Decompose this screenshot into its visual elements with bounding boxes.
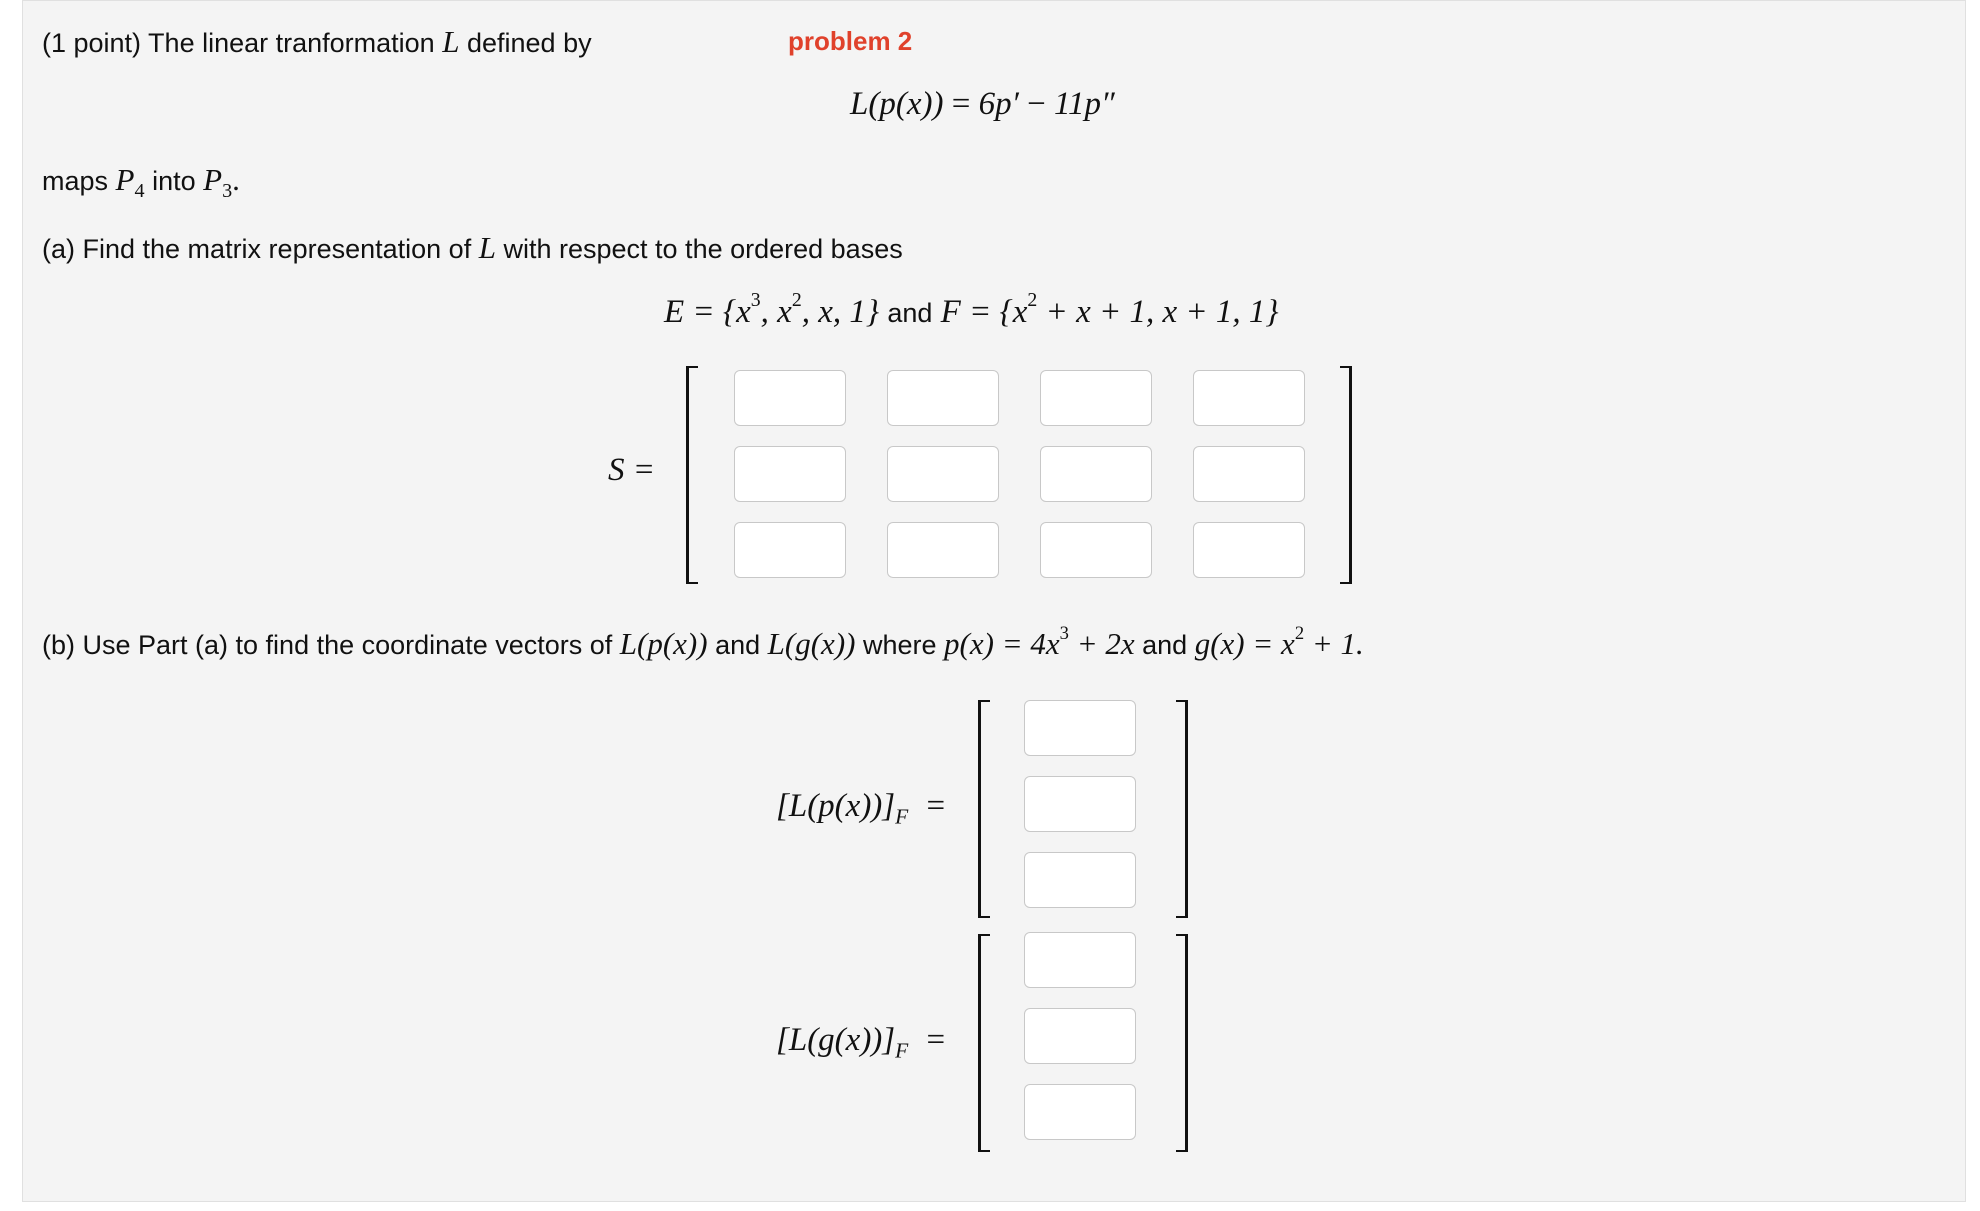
- part-b-Lp: L(p(x)): [619, 626, 708, 661]
- maps-word: maps: [42, 166, 109, 196]
- part-b-and-2: and: [1142, 630, 1188, 660]
- vector-p-right-bracket: [1176, 700, 1188, 918]
- vector-g-equals: =: [926, 1022, 946, 1058]
- part-b-Lg: L(g(x)): [767, 626, 856, 661]
- definition-term-2: 11p″: [1053, 86, 1115, 122]
- space-P3-sub: 3: [222, 180, 233, 203]
- vector-p-label-sub: F: [895, 804, 909, 829]
- vector-g-entry-2[interactable]: [1024, 1008, 1136, 1064]
- vector-g-entry-1[interactable]: [1024, 932, 1136, 988]
- transformation-definition: [850, 86, 1115, 123]
- intro-L: L: [442, 24, 460, 59]
- matrix-S-left-bracket: [686, 366, 698, 584]
- matrix-S-cell-r3-c1[interactable]: [734, 522, 846, 578]
- space-P4: P: [115, 162, 135, 197]
- matrix-S-cell-r2-c1[interactable]: [734, 446, 846, 502]
- part-b-and-1: and: [715, 630, 761, 660]
- maps-statement: [42, 162, 240, 203]
- vector-g-entry-3[interactable]: [1024, 1084, 1136, 1140]
- matrix-S-label: S =: [608, 452, 656, 488]
- problem-panel: [22, 0, 1966, 1202]
- vector-p-entry-1[interactable]: [1024, 700, 1136, 756]
- definition-term-1: 6p′: [978, 86, 1019, 122]
- matrix-S-cell-r3-c3[interactable]: [1040, 522, 1152, 578]
- basis-E: [664, 289, 880, 330]
- basis-F-part2: + x + 1, x + 1, 1}: [1037, 294, 1279, 330]
- part-b-text: (b) Use Part (a) to find the coordinate vectors of: [42, 630, 613, 660]
- part-b-where: where: [862, 630, 937, 660]
- basis-E-sup2: 2: [791, 289, 802, 312]
- vector-g-left-bracket: [978, 934, 990, 1152]
- basis-F-sup1: 2: [1027, 289, 1038, 312]
- definition-minus: −: [1027, 86, 1046, 122]
- part-b-g-def-1: g(x) = x: [1194, 626, 1295, 661]
- part-b-prompt: [42, 623, 1364, 662]
- part-b-p-def: [944, 623, 1135, 661]
- ordered-bases: [664, 289, 1279, 331]
- matrix-S-cell-r1-c1[interactable]: [734, 370, 846, 426]
- problem-number-label: problem 2: [788, 26, 913, 56]
- maps-period: .: [232, 162, 240, 197]
- part-b-g-def: [1194, 623, 1364, 661]
- basis-E-part1: E = {x: [664, 294, 751, 330]
- part-b-p-def-1: p(x) = 4x: [944, 626, 1060, 661]
- matrix-S-right-bracket: [1340, 366, 1352, 584]
- vector-p-equals: =: [926, 788, 946, 824]
- space-P4-sub: 4: [134, 180, 145, 203]
- part-a-text: (a) Find the matrix representation of: [42, 234, 472, 264]
- matrix-S-cell-r3-c4[interactable]: [1193, 522, 1305, 578]
- part-a-prompt: [42, 230, 903, 266]
- part-b-p-def-2: + 2x: [1068, 626, 1135, 661]
- definition-lhs: L(p(x)): [850, 86, 944, 122]
- vector-g-label: [776, 1022, 946, 1063]
- problem-intro: [42, 24, 592, 60]
- vector-g-label-sub: F: [895, 1038, 909, 1063]
- definition-equals: =: [951, 86, 971, 122]
- part-b-g-def-2: + 1.: [1304, 626, 1364, 661]
- basis-F: [940, 289, 1279, 330]
- vector-p-entry-2[interactable]: [1024, 776, 1136, 832]
- basis-E-part3: , x, 1}: [801, 294, 880, 330]
- part-a-L: L: [478, 230, 496, 265]
- basis-E-part2: , x: [760, 294, 792, 330]
- matrix-S-cell-r3-c2[interactable]: [887, 522, 999, 578]
- intro-text: (1 point) The linear tranformation: [42, 28, 435, 58]
- part-a-text-after: with respect to the ordered bases: [503, 234, 903, 264]
- matrix-S-cell-r1-c4[interactable]: [1193, 370, 1305, 426]
- matrix-S-cell-r1-c2[interactable]: [887, 370, 999, 426]
- matrix-S-cell-r2-c4[interactable]: [1193, 446, 1305, 502]
- intro-defined-by: defined by: [466, 28, 592, 58]
- space-P3: P: [203, 162, 223, 197]
- basis-F-part1: F = {x: [940, 294, 1028, 330]
- vector-g-label-main: [L(g(x))]: [776, 1022, 896, 1058]
- part-b-p-sup: 3: [1059, 623, 1069, 645]
- bases-and: and: [887, 298, 933, 328]
- vector-p-label: [776, 788, 946, 829]
- vector-p-entry-3[interactable]: [1024, 852, 1136, 908]
- matrix-S-cell-r2-c3[interactable]: [1040, 446, 1152, 502]
- maps-into: into: [152, 166, 196, 196]
- vector-p-left-bracket: [978, 700, 990, 918]
- basis-E-sup1: 3: [750, 289, 761, 312]
- vector-g-right-bracket: [1176, 934, 1188, 1152]
- matrix-S-cell-r2-c2[interactable]: [887, 446, 999, 502]
- matrix-S-cell-r1-c3[interactable]: [1040, 370, 1152, 426]
- part-b-g-sup: 2: [1294, 623, 1305, 645]
- vector-p-label-main: [L(p(x))]: [776, 788, 896, 824]
